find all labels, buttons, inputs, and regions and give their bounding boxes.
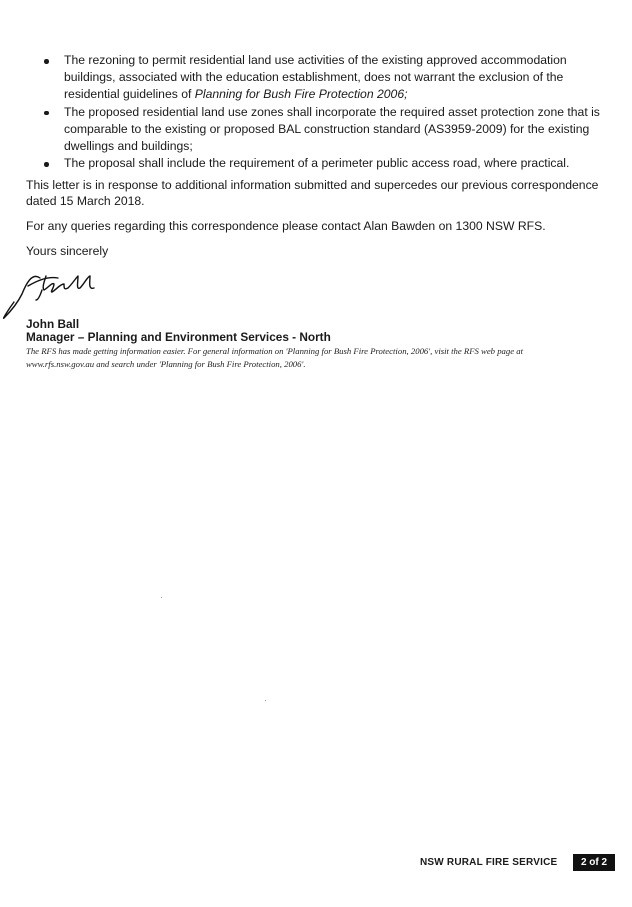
closing-salutation: Yours sincerely: [26, 244, 109, 258]
footer-organisation: NSW RURAL FIRE SERVICE: [420, 857, 558, 868]
list-item: [26, 52, 606, 104]
conditions-list: [26, 52, 606, 172]
bullet-dot-icon: [44, 59, 49, 64]
bullet-text: The proposed residential land use zones shall incorporate the required asset protection zone that is comparable to the existing or proposed BAL construction standard (AS3959-2009) for the existing dwellings and buildings;: [64, 104, 600, 154]
scan-speck: [265, 700, 266, 701]
list-item: [26, 155, 606, 172]
list-item: [26, 104, 606, 156]
bullet-dot-icon: [44, 111, 49, 116]
bullet-text: The proposal shall include the requirement of a perimeter public access road, where practical.: [64, 156, 570, 171]
signatory-name: John Ball: [26, 317, 80, 331]
page-number-badge: 2 of 2: [573, 854, 615, 871]
bullet-dot-icon: [44, 162, 49, 167]
signatory-title: Manager – Planning and Environment Services - North: [26, 330, 331, 344]
rfs-information-note: The RFS has made getting information easier. For general information on 'Planning for Bush Fire Protection, 2006', visit the RFS web page at www.rfs.nsw.gov.au and search under 'Planning for Bush Fire Protection, 2006'.: [26, 346, 524, 369]
bullet-text: The rezoning to permit residential land use activities of the existing approved accommodation buildings, associated with the education establishment, does not warrant the exclusion of the residential guidelines of: [64, 53, 567, 102]
response-paragraph: This letter is in response to additional information submitted and supercedes our previous correspondence dated 15 March 2018.: [26, 178, 599, 209]
queries-paragraph: For any queries regarding this correspondence please contact Alan Bawden on 1300 NSW RFS.: [26, 219, 546, 233]
scan-speck: [161, 597, 162, 598]
handwritten-signature: [2, 262, 110, 320]
bullet-italic-title: Planning for Bush Fire Protection 2006;: [194, 87, 408, 102]
